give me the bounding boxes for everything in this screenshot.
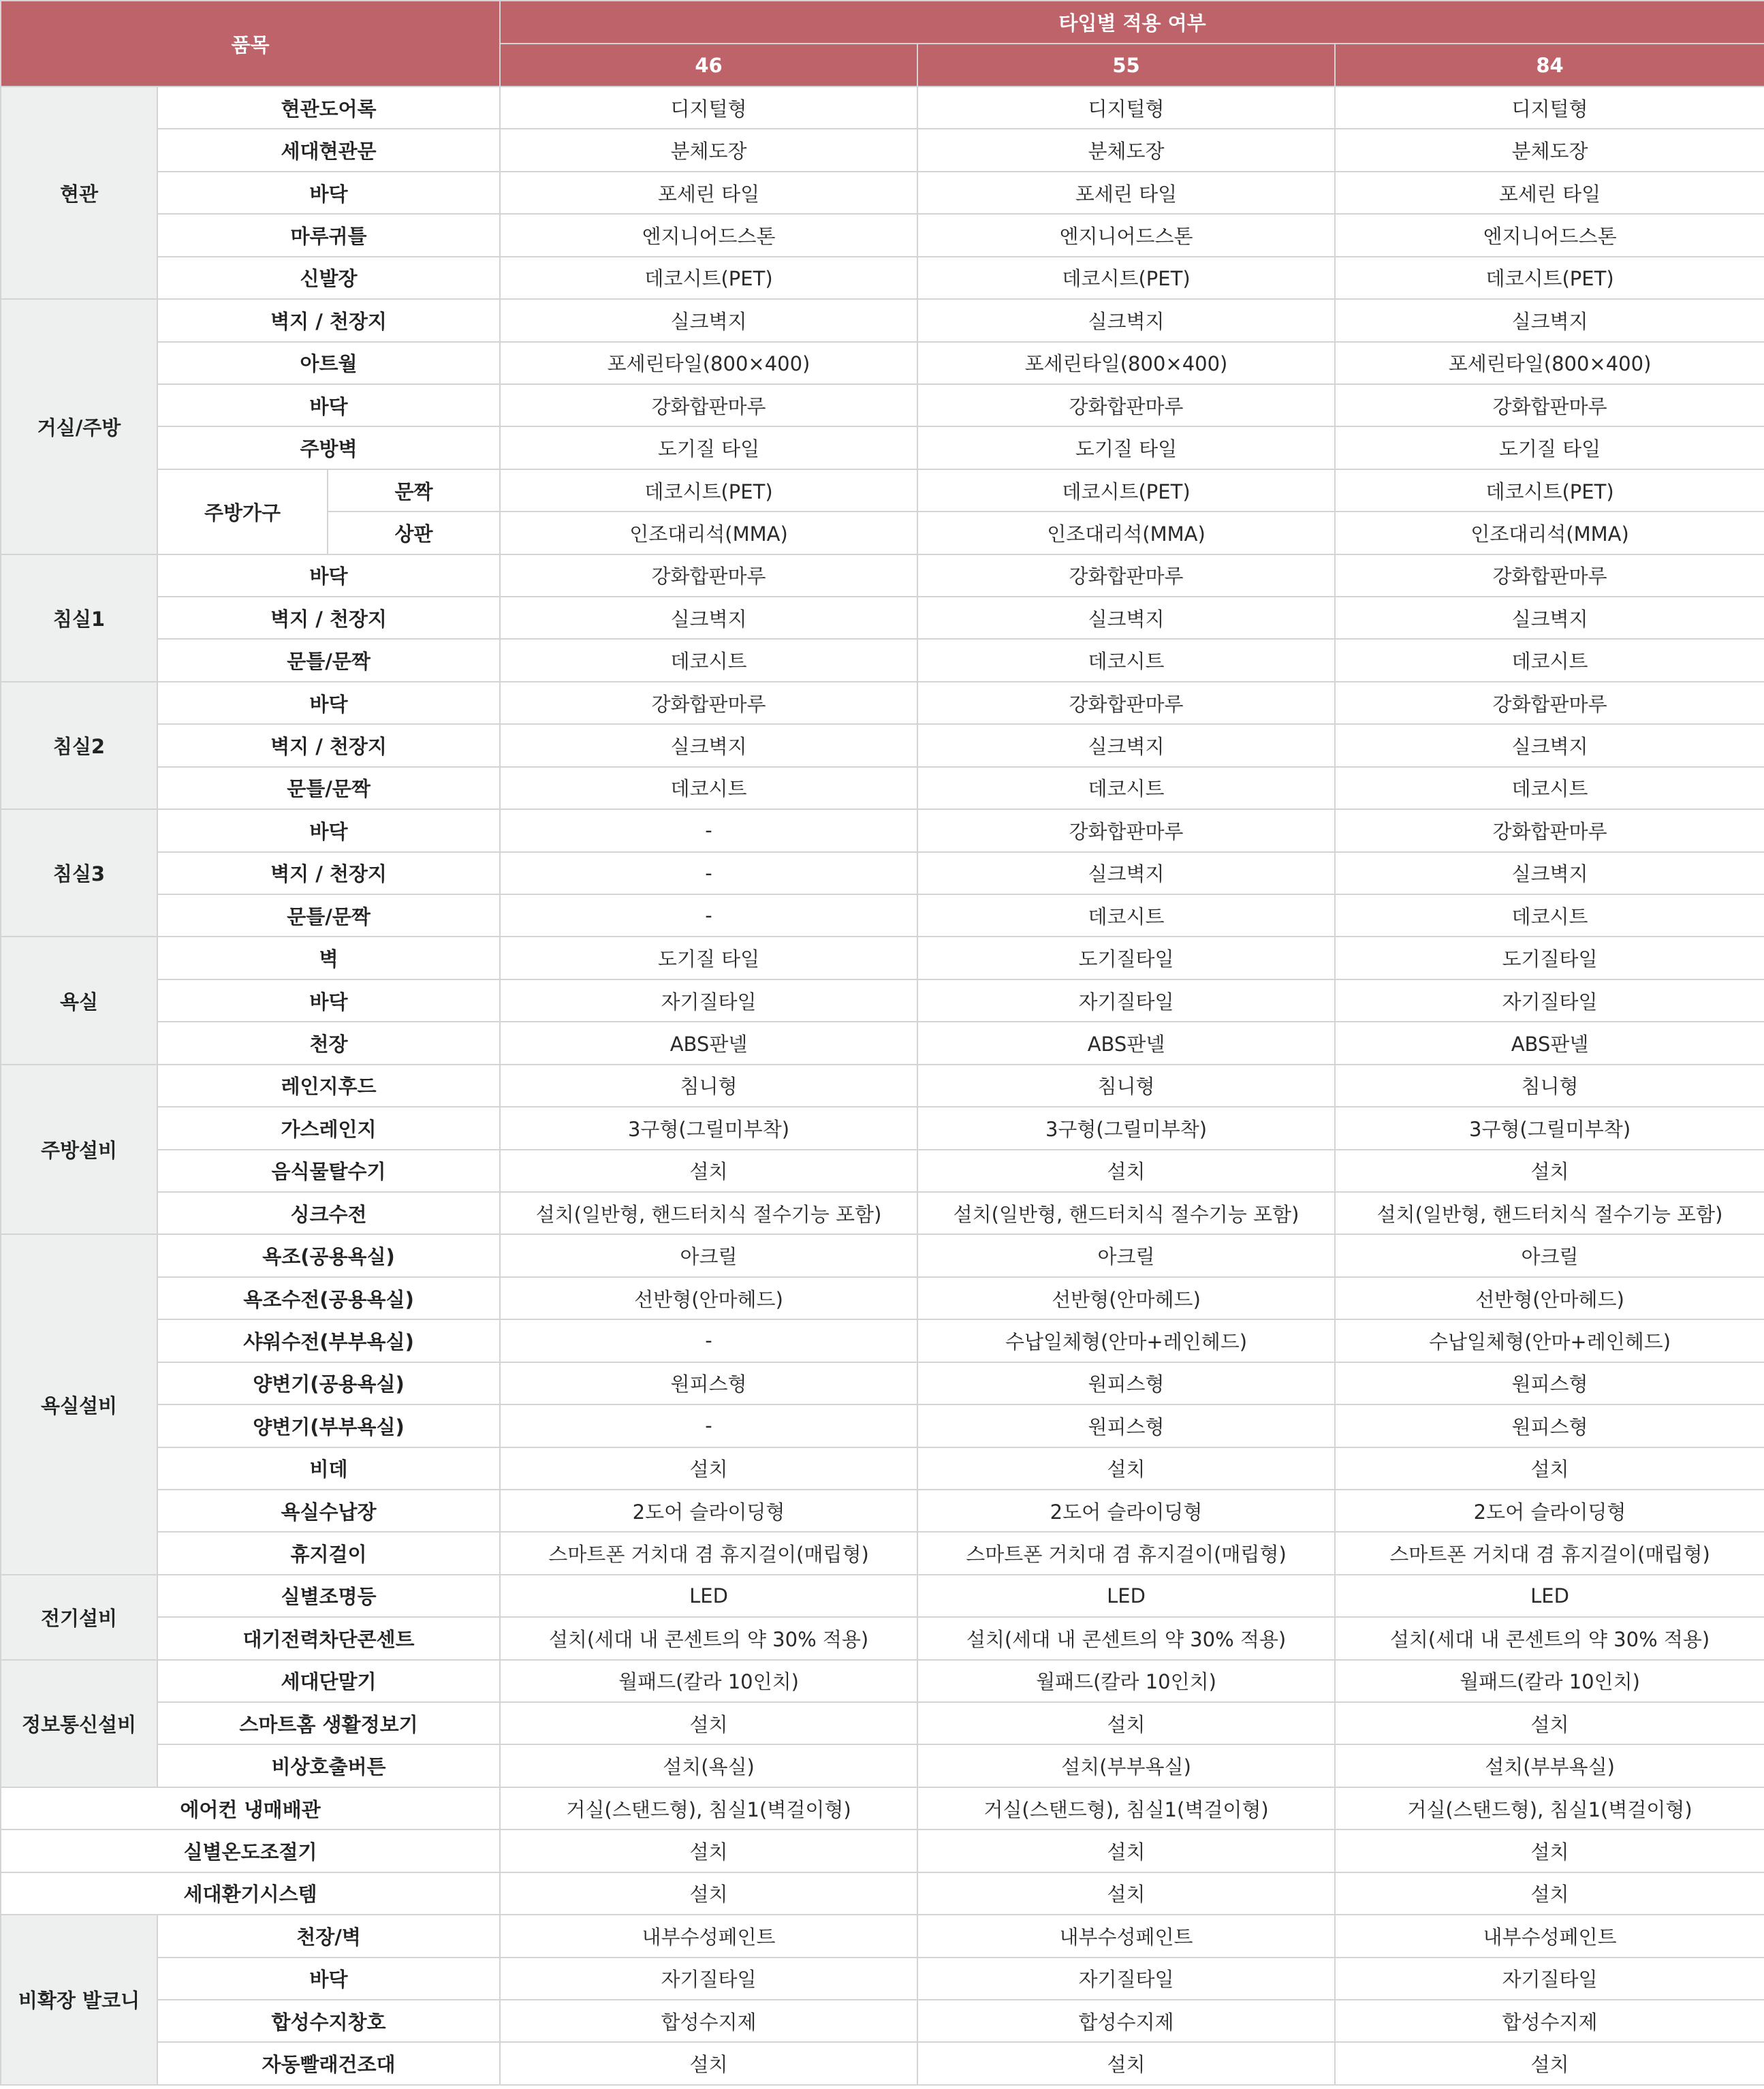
value-cell-84: 2도어 슬라이딩형 bbox=[1335, 1490, 1764, 1532]
value-cell-55: 원피스형 bbox=[917, 1404, 1335, 1447]
value-cell-46: 실크벽지 bbox=[500, 597, 917, 639]
value-cell-46: 자기질타일 bbox=[500, 979, 917, 1022]
value-cell-46: LED bbox=[500, 1575, 917, 1617]
value-cell-46: 설치 bbox=[500, 2042, 917, 2084]
table-row bbox=[1, 1915, 1764, 1957]
value-cell-46: 거실(스탠드형), 침실1(벽걸이형) bbox=[500, 1787, 917, 1829]
item-label: 마루귀틀 bbox=[157, 214, 500, 256]
value-cell-55: 도기질타일 bbox=[917, 937, 1335, 979]
value-cell-46: 합성수지제 bbox=[500, 2000, 917, 2042]
item-label: 실별온도조절기 bbox=[1, 1829, 500, 1872]
value-cell-46: 침니형 bbox=[500, 1065, 917, 1107]
value-cell-84: 거실(스탠드형), 침실1(벽걸이형) bbox=[1335, 1787, 1764, 1829]
table-row bbox=[1, 724, 1764, 766]
value-cell-46: 설치(세대 내 콘센트의 약 30% 적용) bbox=[500, 1617, 917, 1659]
table-row bbox=[1, 1277, 1764, 1319]
item-label: 레인지후드 bbox=[157, 1065, 500, 1107]
table-row bbox=[1, 1702, 1764, 1744]
table-row bbox=[1, 1958, 1764, 2000]
table-row bbox=[1, 1829, 1764, 1872]
value-cell-84: ABS판넬 bbox=[1335, 1022, 1764, 1064]
value-cell-84: 3구형(그릴미부착) bbox=[1335, 1107, 1764, 1149]
item-label: 주방가구 bbox=[157, 469, 328, 554]
table-row bbox=[1, 129, 1764, 171]
item-label: 에어컨 냉매배관 bbox=[1, 1787, 500, 1829]
item-label: 양변기(공용욕실) bbox=[157, 1362, 500, 1404]
value-cell-84: 강화합판마루 bbox=[1335, 682, 1764, 724]
item-label: 바닥 bbox=[157, 1958, 500, 2000]
value-cell-46: 데코시트(PET) bbox=[500, 257, 917, 299]
table-row bbox=[1, 2042, 1764, 2084]
value-cell-84: 내부수성페인트 bbox=[1335, 1915, 1764, 1957]
value-cell-55: 데코시트 bbox=[917, 767, 1335, 809]
item-label: 문틀/문짝 bbox=[157, 894, 500, 937]
item-label: 욕조수전(공용욕실) bbox=[157, 1277, 500, 1319]
value-cell-46: 실크벽지 bbox=[500, 299, 917, 341]
value-cell-55: 거실(스탠드형), 침실1(벽걸이형) bbox=[917, 1787, 1335, 1829]
value-cell-84: 강화합판마루 bbox=[1335, 809, 1764, 851]
value-cell-55: 설치(일반형, 핸드터치식 절수기능 포함) bbox=[917, 1192, 1335, 1234]
group-label: 침실3 bbox=[1, 809, 157, 937]
group-label: 침실2 bbox=[1, 682, 157, 809]
value-cell-55: 실크벽지 bbox=[917, 299, 1335, 341]
item-label: 주방벽 bbox=[157, 426, 500, 469]
item-label: 벽지 / 천장지 bbox=[157, 852, 500, 894]
value-cell-46: 아크릴 bbox=[500, 1234, 917, 1276]
value-cell-84: 설치 bbox=[1335, 1150, 1764, 1192]
table-row bbox=[1, 554, 1764, 597]
value-cell-55: 설치 bbox=[917, 1829, 1335, 1872]
value-cell-46: - bbox=[500, 809, 917, 851]
value-cell-84: 합성수지제 bbox=[1335, 2000, 1764, 2042]
value-cell-46: 강화합판마루 bbox=[500, 384, 917, 426]
table-row bbox=[1, 214, 1764, 256]
group-label: 현관 bbox=[1, 87, 157, 299]
value-cell-55: 설치 bbox=[917, 1447, 1335, 1490]
value-cell-55: 데코시트(PET) bbox=[917, 469, 1335, 512]
item-label: 욕조(공용욕실) bbox=[157, 1234, 500, 1276]
value-cell-84: 선반형(안마헤드) bbox=[1335, 1277, 1764, 1319]
value-cell-55: 데코시트 bbox=[917, 894, 1335, 937]
value-cell-46: 디지털형 bbox=[500, 87, 917, 129]
table-row bbox=[1, 639, 1764, 681]
value-cell-55: 설치 bbox=[917, 2042, 1335, 2084]
value-cell-55: 디지털형 bbox=[917, 87, 1335, 129]
value-cell-55: LED bbox=[917, 1575, 1335, 1617]
value-cell-55: 아크릴 bbox=[917, 1234, 1335, 1276]
table-row bbox=[1, 1150, 1764, 1192]
table-row bbox=[1, 1787, 1764, 1829]
item-label: 대기전력차단콘센트 bbox=[157, 1617, 500, 1659]
table-row bbox=[1, 937, 1764, 979]
value-cell-55: 설치 bbox=[917, 1150, 1335, 1192]
item-label: 가스레인지 bbox=[157, 1107, 500, 1149]
value-cell-84: 도기질타일 bbox=[1335, 937, 1764, 979]
value-cell-55: 설치(세대 내 콘센트의 약 30% 적용) bbox=[917, 1617, 1335, 1659]
value-cell-55: 포세린타일(800×400) bbox=[917, 342, 1335, 384]
type-header-55: 55 bbox=[917, 44, 1335, 87]
value-cell-46: - bbox=[500, 894, 917, 937]
value-cell-46: 선반형(안마헤드) bbox=[500, 1277, 917, 1319]
value-cell-84: 원피스형 bbox=[1335, 1362, 1764, 1404]
item-label: 세대환기시스템 bbox=[1, 1872, 500, 1915]
sub-item-label: 상판 bbox=[328, 512, 500, 554]
value-cell-55: 침니형 bbox=[917, 1065, 1335, 1107]
table-row bbox=[1, 1744, 1764, 1787]
value-cell-55: 설치 bbox=[917, 1872, 1335, 1915]
table-row bbox=[1, 1192, 1764, 1234]
item-label: 벽지 / 천장지 bbox=[157, 597, 500, 639]
value-cell-55: 실크벽지 bbox=[917, 597, 1335, 639]
table-row bbox=[1, 809, 1764, 851]
item-label: 세대단말기 bbox=[157, 1660, 500, 1702]
table-row bbox=[1, 1065, 1764, 1107]
value-cell-46: 데코시트(PET) bbox=[500, 469, 917, 512]
value-cell-84: 설치 bbox=[1335, 1702, 1764, 1744]
value-cell-46: 포세린타일(800×400) bbox=[500, 342, 917, 384]
table-row bbox=[1, 1575, 1764, 1617]
value-cell-84: 실크벽지 bbox=[1335, 852, 1764, 894]
item-label: 천장/벽 bbox=[157, 1915, 500, 1957]
table-row bbox=[1, 172, 1764, 214]
sub-item-label: 문짝 bbox=[328, 469, 500, 512]
table-row bbox=[1, 894, 1764, 937]
value-cell-84: 수납일체형(안마+레인헤드) bbox=[1335, 1319, 1764, 1362]
value-cell-55: 데코시트(PET) bbox=[917, 257, 1335, 299]
item-label: 벽 bbox=[157, 937, 500, 979]
table-row bbox=[1, 469, 1764, 512]
value-cell-46: 도기질 타일 bbox=[500, 937, 917, 979]
table-row bbox=[1, 257, 1764, 299]
value-cell-46: - bbox=[500, 852, 917, 894]
group-label: 전기설비 bbox=[1, 1575, 157, 1660]
value-cell-55: 인조대리석(MMA) bbox=[917, 512, 1335, 554]
item-label: 벽지 / 천장지 bbox=[157, 299, 500, 341]
item-label: 벽지 / 천장지 bbox=[157, 724, 500, 766]
item-label: 양변기(부부욕실) bbox=[157, 1404, 500, 1447]
value-cell-55: 포세린 타일 bbox=[917, 172, 1335, 214]
value-cell-55: 도기질 타일 bbox=[917, 426, 1335, 469]
item-label: 문틀/문짝 bbox=[157, 767, 500, 809]
table-row bbox=[1, 1022, 1764, 1064]
value-cell-84: 설치(세대 내 콘센트의 약 30% 적용) bbox=[1335, 1617, 1764, 1659]
table-row bbox=[1, 342, 1764, 384]
value-cell-55: 강화합판마루 bbox=[917, 554, 1335, 597]
value-cell-84: 도기질 타일 bbox=[1335, 426, 1764, 469]
value-cell-46: 원피스형 bbox=[500, 1362, 917, 1404]
value-cell-55: 원피스형 bbox=[917, 1362, 1335, 1404]
value-cell-46: - bbox=[500, 1319, 917, 1362]
value-cell-55: 설치 bbox=[917, 1702, 1335, 1744]
value-cell-84: 데코시트 bbox=[1335, 639, 1764, 681]
value-cell-55: 엔지니어드스톤 bbox=[917, 214, 1335, 256]
item-label: 바닥 bbox=[157, 809, 500, 851]
item-label: 바닥 bbox=[157, 384, 500, 426]
value-cell-84: 설치 bbox=[1335, 1829, 1764, 1872]
value-cell-46: 분체도장 bbox=[500, 129, 917, 171]
value-cell-46: 설치 bbox=[500, 1872, 917, 1915]
value-cell-84: 강화합판마루 bbox=[1335, 384, 1764, 426]
table-row bbox=[1, 1362, 1764, 1404]
table-row bbox=[1, 1107, 1764, 1149]
value-cell-46: 스마트폰 거치대 겸 휴지걸이(매립형) bbox=[500, 1532, 917, 1574]
value-cell-84: 실크벽지 bbox=[1335, 597, 1764, 639]
table-row bbox=[1, 852, 1764, 894]
value-cell-46: ABS판넬 bbox=[500, 1022, 917, 1064]
group-label: 욕실 bbox=[1, 937, 157, 1064]
value-cell-55: 설치(부부욕실) bbox=[917, 1744, 1335, 1787]
type-header-84: 84 bbox=[1335, 44, 1764, 87]
item-label: 휴지걸이 bbox=[157, 1532, 500, 1574]
value-cell-84: 자기질타일 bbox=[1335, 979, 1764, 1022]
table-row bbox=[1, 1532, 1764, 1574]
value-cell-46: 내부수성페인트 bbox=[500, 1915, 917, 1957]
item-label: 스마트홈 생활정보기 bbox=[157, 1702, 500, 1744]
value-cell-55: 분체도장 bbox=[917, 129, 1335, 171]
value-cell-84: 설치 bbox=[1335, 2042, 1764, 2084]
value-cell-55: 월패드(칼라 10인치) bbox=[917, 1660, 1335, 1702]
group-label: 비확장 발코니 bbox=[1, 1915, 157, 2085]
value-cell-84: 설치 bbox=[1335, 1447, 1764, 1490]
value-cell-84: LED bbox=[1335, 1575, 1764, 1617]
table-row bbox=[1, 1617, 1764, 1659]
value-cell-55: 선반형(안마헤드) bbox=[917, 1277, 1335, 1319]
value-cell-84: 원피스형 bbox=[1335, 1404, 1764, 1447]
table-row bbox=[1, 87, 1764, 129]
item-label: 비상호출버튼 bbox=[157, 1744, 500, 1787]
value-cell-84: 스마트폰 거치대 겸 휴지걸이(매립형) bbox=[1335, 1532, 1764, 1574]
item-label: 욕실수납장 bbox=[157, 1490, 500, 1532]
value-cell-55: 내부수성페인트 bbox=[917, 1915, 1335, 1957]
value-cell-55: 스마트폰 거치대 겸 휴지걸이(매립형) bbox=[917, 1532, 1335, 1574]
value-cell-84: 실크벽지 bbox=[1335, 299, 1764, 341]
item-label: 바닥 bbox=[157, 172, 500, 214]
value-cell-84: 포세린타일(800×400) bbox=[1335, 342, 1764, 384]
item-label: 바닥 bbox=[157, 554, 500, 597]
value-cell-84: 엔지니어드스톤 bbox=[1335, 214, 1764, 256]
value-cell-84: 분체도장 bbox=[1335, 129, 1764, 171]
item-label: 신발장 bbox=[157, 257, 500, 299]
item-label: 세대현관문 bbox=[157, 129, 500, 171]
value-cell-46: 설치 bbox=[500, 1150, 917, 1192]
value-cell-46: 데코시트 bbox=[500, 767, 917, 809]
value-cell-46: 인조대리석(MMA) bbox=[500, 512, 917, 554]
item-label: 합성수지창호 bbox=[157, 2000, 500, 2042]
item-label: 천장 bbox=[157, 1022, 500, 1064]
group-label: 정보통신설비 bbox=[1, 1660, 157, 1787]
value-cell-46: 도기질 타일 bbox=[500, 426, 917, 469]
table-row bbox=[1, 384, 1764, 426]
table-row bbox=[1, 299, 1764, 341]
item-label: 현관도어록 bbox=[157, 87, 500, 129]
value-cell-55: 자기질타일 bbox=[917, 1958, 1335, 2000]
table-row bbox=[1, 1234, 1764, 1276]
value-cell-84: 데코시트(PET) bbox=[1335, 469, 1764, 512]
item-label: 바닥 bbox=[157, 682, 500, 724]
value-cell-55: 강화합판마루 bbox=[917, 809, 1335, 851]
value-cell-46: 설치 bbox=[500, 1702, 917, 1744]
table-row bbox=[1, 597, 1764, 639]
item-label: 음식물탈수기 bbox=[157, 1150, 500, 1192]
value-cell-46: 데코시트 bbox=[500, 639, 917, 681]
value-cell-55: 3구형(그릴미부착) bbox=[917, 1107, 1335, 1149]
item-label: 아트월 bbox=[157, 342, 500, 384]
value-cell-84: 아크릴 bbox=[1335, 1234, 1764, 1276]
value-cell-55: 강화합판마루 bbox=[917, 682, 1335, 724]
spec-table-body bbox=[1, 87, 1764, 2085]
value-cell-84: 포세린 타일 bbox=[1335, 172, 1764, 214]
table-row bbox=[1, 979, 1764, 1022]
table-row bbox=[1, 426, 1764, 469]
table-row bbox=[1, 1319, 1764, 1362]
item-label: 자동빨래건조대 bbox=[157, 2042, 500, 2084]
value-cell-46: 엔지니어드스톤 bbox=[500, 214, 917, 256]
value-cell-84: 데코시트(PET) bbox=[1335, 257, 1764, 299]
group-label: 침실1 bbox=[1, 554, 157, 682]
value-cell-55: 실크벽지 bbox=[917, 852, 1335, 894]
category-header: 품목 bbox=[1, 1, 500, 87]
item-label: 싱크수전 bbox=[157, 1192, 500, 1234]
value-cell-84: 월패드(칼라 10인치) bbox=[1335, 1660, 1764, 1702]
value-cell-46: 강화합판마루 bbox=[500, 682, 917, 724]
value-cell-84: 설치 bbox=[1335, 1872, 1764, 1915]
value-cell-55: 자기질타일 bbox=[917, 979, 1335, 1022]
item-label: 실별조명등 bbox=[157, 1575, 500, 1617]
value-cell-46: 자기질타일 bbox=[500, 1958, 917, 2000]
value-cell-46: 설치 bbox=[500, 1829, 917, 1872]
value-cell-46: 강화합판마루 bbox=[500, 554, 917, 597]
group-label: 주방설비 bbox=[1, 1065, 157, 1235]
item-label: 샤워수전(부부욕실) bbox=[157, 1319, 500, 1362]
value-cell-55: 2도어 슬라이딩형 bbox=[917, 1490, 1335, 1532]
value-cell-46: 3구형(그릴미부착) bbox=[500, 1107, 917, 1149]
table-row bbox=[1, 1447, 1764, 1490]
group-label: 거실/주방 bbox=[1, 299, 157, 554]
value-cell-84: 데코시트 bbox=[1335, 894, 1764, 937]
value-cell-46: - bbox=[500, 1404, 917, 1447]
value-cell-46: 설치 bbox=[500, 1447, 917, 1490]
item-label: 비데 bbox=[157, 1447, 500, 1490]
table-row bbox=[1, 1490, 1764, 1532]
group-label: 욕실설비 bbox=[1, 1234, 157, 1574]
value-cell-84: 설치(부부욕실) bbox=[1335, 1744, 1764, 1787]
value-cell-84: 데코시트 bbox=[1335, 767, 1764, 809]
value-cell-46: 월패드(칼라 10인치) bbox=[500, 1660, 917, 1702]
value-cell-84: 자기질타일 bbox=[1335, 1958, 1764, 2000]
value-cell-55: 데코시트 bbox=[917, 639, 1335, 681]
value-cell-84: 설치(일반형, 핸드터치식 절수기능 포함) bbox=[1335, 1192, 1764, 1234]
table-row bbox=[1, 767, 1764, 809]
type-header-46: 46 bbox=[500, 44, 917, 87]
value-cell-84: 디지털형 bbox=[1335, 87, 1764, 129]
value-cell-55: ABS판넬 bbox=[917, 1022, 1335, 1064]
table-row bbox=[1, 1872, 1764, 1915]
value-cell-84: 강화합판마루 bbox=[1335, 554, 1764, 597]
value-cell-84: 실크벽지 bbox=[1335, 724, 1764, 766]
table-row bbox=[1, 1660, 1764, 1702]
item-label: 바닥 bbox=[157, 979, 500, 1022]
value-cell-84: 침니형 bbox=[1335, 1065, 1764, 1107]
value-cell-55: 합성수지제 bbox=[917, 2000, 1335, 2042]
value-cell-55: 수납일체형(안마+레인헤드) bbox=[917, 1319, 1335, 1362]
table-row bbox=[1, 1404, 1764, 1447]
table-row bbox=[1, 682, 1764, 724]
value-cell-55: 강화합판마루 bbox=[917, 384, 1335, 426]
table-row bbox=[1, 2000, 1764, 2042]
value-cell-46: 포세린 타일 bbox=[500, 172, 917, 214]
value-cell-46: 실크벽지 bbox=[500, 724, 917, 766]
value-cell-55: 실크벽지 bbox=[917, 724, 1335, 766]
value-cell-84: 인조대리석(MMA) bbox=[1335, 512, 1764, 554]
item-label: 문틀/문짝 bbox=[157, 639, 500, 681]
value-cell-46: 2도어 슬라이딩형 bbox=[500, 1490, 917, 1532]
value-cell-46: 설치(욕실) bbox=[500, 1744, 917, 1787]
value-cell-46: 설치(일반형, 핸드터치식 절수기능 포함) bbox=[500, 1192, 917, 1234]
applicability-header: 타입별 적용 여부 bbox=[500, 1, 1764, 44]
